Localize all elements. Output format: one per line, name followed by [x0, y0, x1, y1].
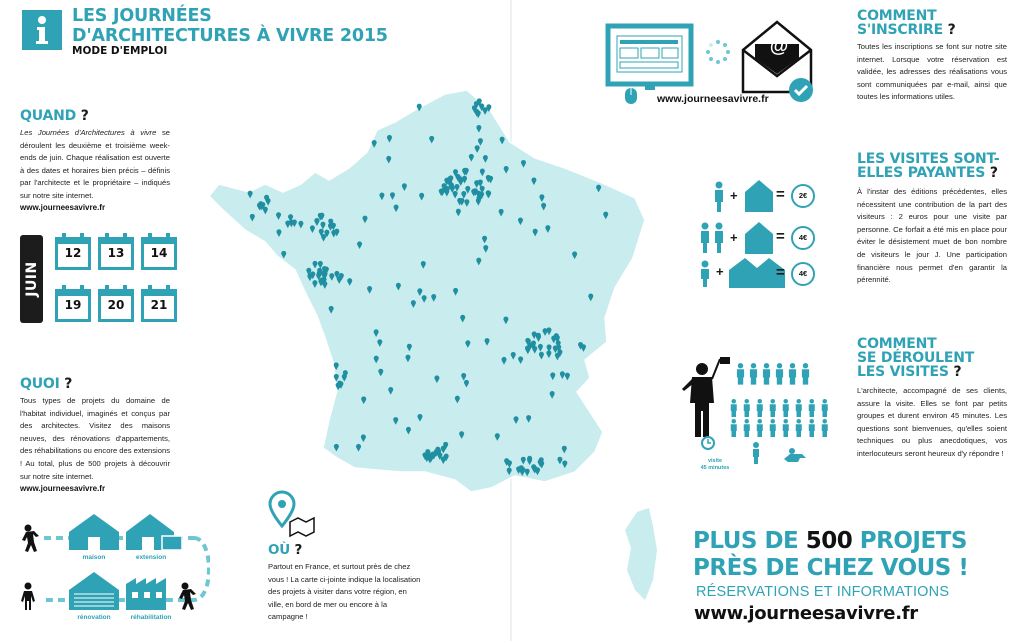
calendar-day [54, 233, 92, 271]
calendar-day [97, 285, 135, 323]
price-badge-3: 4€ [791, 262, 815, 286]
type-label-renovation: rénovation [77, 614, 111, 621]
quoi-text: Tous types de projets du domaine de l'habitat individuel, imaginés et conçus par des architectes. Visitez des maisons neuves, des rénovations d'appartements, des réhabilitations ou encore des extensions ! Au total, plus de 500 projets à découvrir sur notre site internet. [20, 396, 170, 481]
inscrire-text: Toutes les inscriptions se font sur notre site internet. Lorsque votre réservation est validée, les adresses des réalisations vous sont communiquées par e-mail, ainsi que toutes les informations utiles. [857, 42, 1007, 102]
quoi-title: QUOI ? [20, 376, 73, 392]
quand-url[interactable]: www.journeesavivre.fr [20, 203, 106, 212]
mouse-icon [625, 88, 637, 104]
promo-line-2: PRÈS DE CHEZ VOUS ! [693, 555, 969, 581]
subtitle: MODE D'EMPLOI [72, 45, 168, 57]
corsica [625, 508, 657, 600]
monitor-icon [608, 26, 691, 90]
calendar-day [140, 233, 178, 271]
standing-person-icon [21, 583, 35, 611]
inscrire-url[interactable]: www.journeesavivre.fr [657, 93, 769, 105]
type-label-maison: maison [82, 554, 106, 561]
visitor-icon [796, 399, 802, 417]
visitor-icon [757, 419, 763, 437]
maison-icon [69, 514, 119, 550]
visitor-icon [809, 399, 815, 417]
visitor-icon [737, 363, 744, 385]
house-icon-2 [745, 222, 773, 254]
france-map [205, 80, 665, 640]
deroulent-title: COMMENT SE DÉROULENT LES VISITES ? [857, 336, 975, 380]
walker-icon [22, 525, 39, 553]
child-icon [753, 442, 759, 464]
calendar-day-number: 13 [107, 246, 125, 260]
equals-sign-2: = [776, 228, 785, 245]
at-sign: @ [769, 36, 789, 57]
calendar-day-number: 14 [150, 246, 168, 260]
plus-sign-2: + [730, 230, 738, 245]
promo-url[interactable]: www.journeesavivre.fr [694, 603, 918, 624]
visitor-icon [770, 419, 776, 437]
quand-text: Les Journées d'Architectures à vivre se déroulent les deuxième et troisième week-ends de juin. Chaque réalisation est ouverte à des dates et horaires bien précis – définis par l'architecte et le propriétaire – indiqués sur notre site internet. [20, 128, 170, 200]
visitor-icon [789, 363, 796, 385]
calendar-day-number: 12 [64, 246, 82, 260]
walker-icon-2 [179, 583, 196, 611]
quoi-url[interactable]: www.journeesavivre.fr [20, 484, 106, 493]
type-label-rehabilitation: réhabilitation [130, 614, 172, 621]
plus-sign: + [730, 188, 738, 203]
visitor-icon [783, 399, 789, 417]
visitor-group [731, 363, 828, 437]
visitor-icon [757, 399, 763, 417]
title-line-2: D'ARCHITECTURES À VIVRE 2015 [72, 26, 388, 46]
checkmark-icon [789, 78, 813, 102]
visitor-icon [750, 363, 757, 385]
calendar-day-number: 20 [107, 298, 125, 312]
timer-label: visite 45 minutes [700, 458, 730, 471]
visitor-icon [770, 399, 776, 417]
promo-line-1: PLUS DE 500 PROJETS [693, 528, 967, 554]
visitor-icon [744, 399, 750, 417]
visitor-icon [822, 399, 828, 417]
visit-illustration [680, 355, 852, 475]
type-label-extension: extension [135, 554, 167, 561]
visitor-icon [744, 419, 750, 437]
calendar-day [97, 233, 135, 271]
renovation-icon [69, 572, 119, 610]
equals-sign: = [776, 186, 785, 203]
ou-title: OÙ ? [268, 542, 303, 558]
visitor-icon [802, 363, 809, 385]
reclining-person-icon [784, 448, 806, 462]
visitor-icon [731, 399, 737, 417]
payantes-title: LES VISITES SONT- ELLES PAYANTES ? [857, 151, 1000, 181]
timer-icon [702, 437, 714, 449]
person-icon [715, 182, 723, 213]
visitor-icon [731, 419, 737, 437]
france-mainland [209, 90, 645, 492]
ou-text: Partout en France, et surtout près de chez vous ! La carte ci-jointe indique la localisation des projets à visiter dans votre région, en ville, en bord de mer ou encore à la campagne ! [268, 562, 421, 622]
visitor-icon [796, 419, 802, 437]
inscrire-title: COMMENT S'INSCRIRE ? [857, 8, 956, 38]
visitor-icon [776, 363, 783, 385]
price-badge-1: 2€ [791, 184, 815, 208]
payantes-text: À l'instar des éditions précédentes, elles nécessitent une contribution de la part des visiteurs : 2 euros pour une visite par personne. Ce forfait a été mis en place pour éviter le désistement muet de bon nombre de visiteurs le jour J. Une participation financière nous permet d'en garantir la pérennité. [857, 187, 1007, 285]
calendar-day-number: 21 [150, 298, 168, 312]
month-label: JUIN [20, 235, 43, 323]
promo-line-3: RÉSERVATIONS ET INFORMATIONS [696, 584, 950, 600]
plus-sign-3: + [716, 264, 724, 279]
calendar-day [140, 285, 178, 323]
visitor-icon [809, 419, 815, 437]
visitor-icon [783, 419, 789, 437]
rehabilitation-icon [126, 578, 166, 610]
visitor-icon [822, 419, 828, 437]
visitor-icon [763, 363, 770, 385]
loading-spinner-icon [706, 40, 730, 64]
calendar-day [54, 285, 92, 323]
house-icon [745, 180, 773, 212]
architect-icon [682, 357, 730, 437]
info-icon [22, 10, 62, 50]
quand-title: QUAND ? [20, 108, 89, 124]
person-icon-3 [701, 261, 709, 288]
calendar-day-number: 19 [64, 298, 82, 312]
extension-icon [126, 514, 182, 550]
deroulent-text: L'architecte, accompagné de ses clients, assure la visite. Elles se font par petits groupes et durent environ 45 minutes. Les questions sont bienvenues, qu'elles soient techniques ou plus anecdotiques, vos interlocuteurs seront heureux d'y répondre ! [857, 386, 1007, 458]
price-badge-2: 4€ [791, 226, 815, 250]
equals-sign-3: = [776, 264, 785, 281]
person-icon-2 [701, 223, 723, 254]
title-line-1: LES JOURNÉES [72, 6, 212, 26]
